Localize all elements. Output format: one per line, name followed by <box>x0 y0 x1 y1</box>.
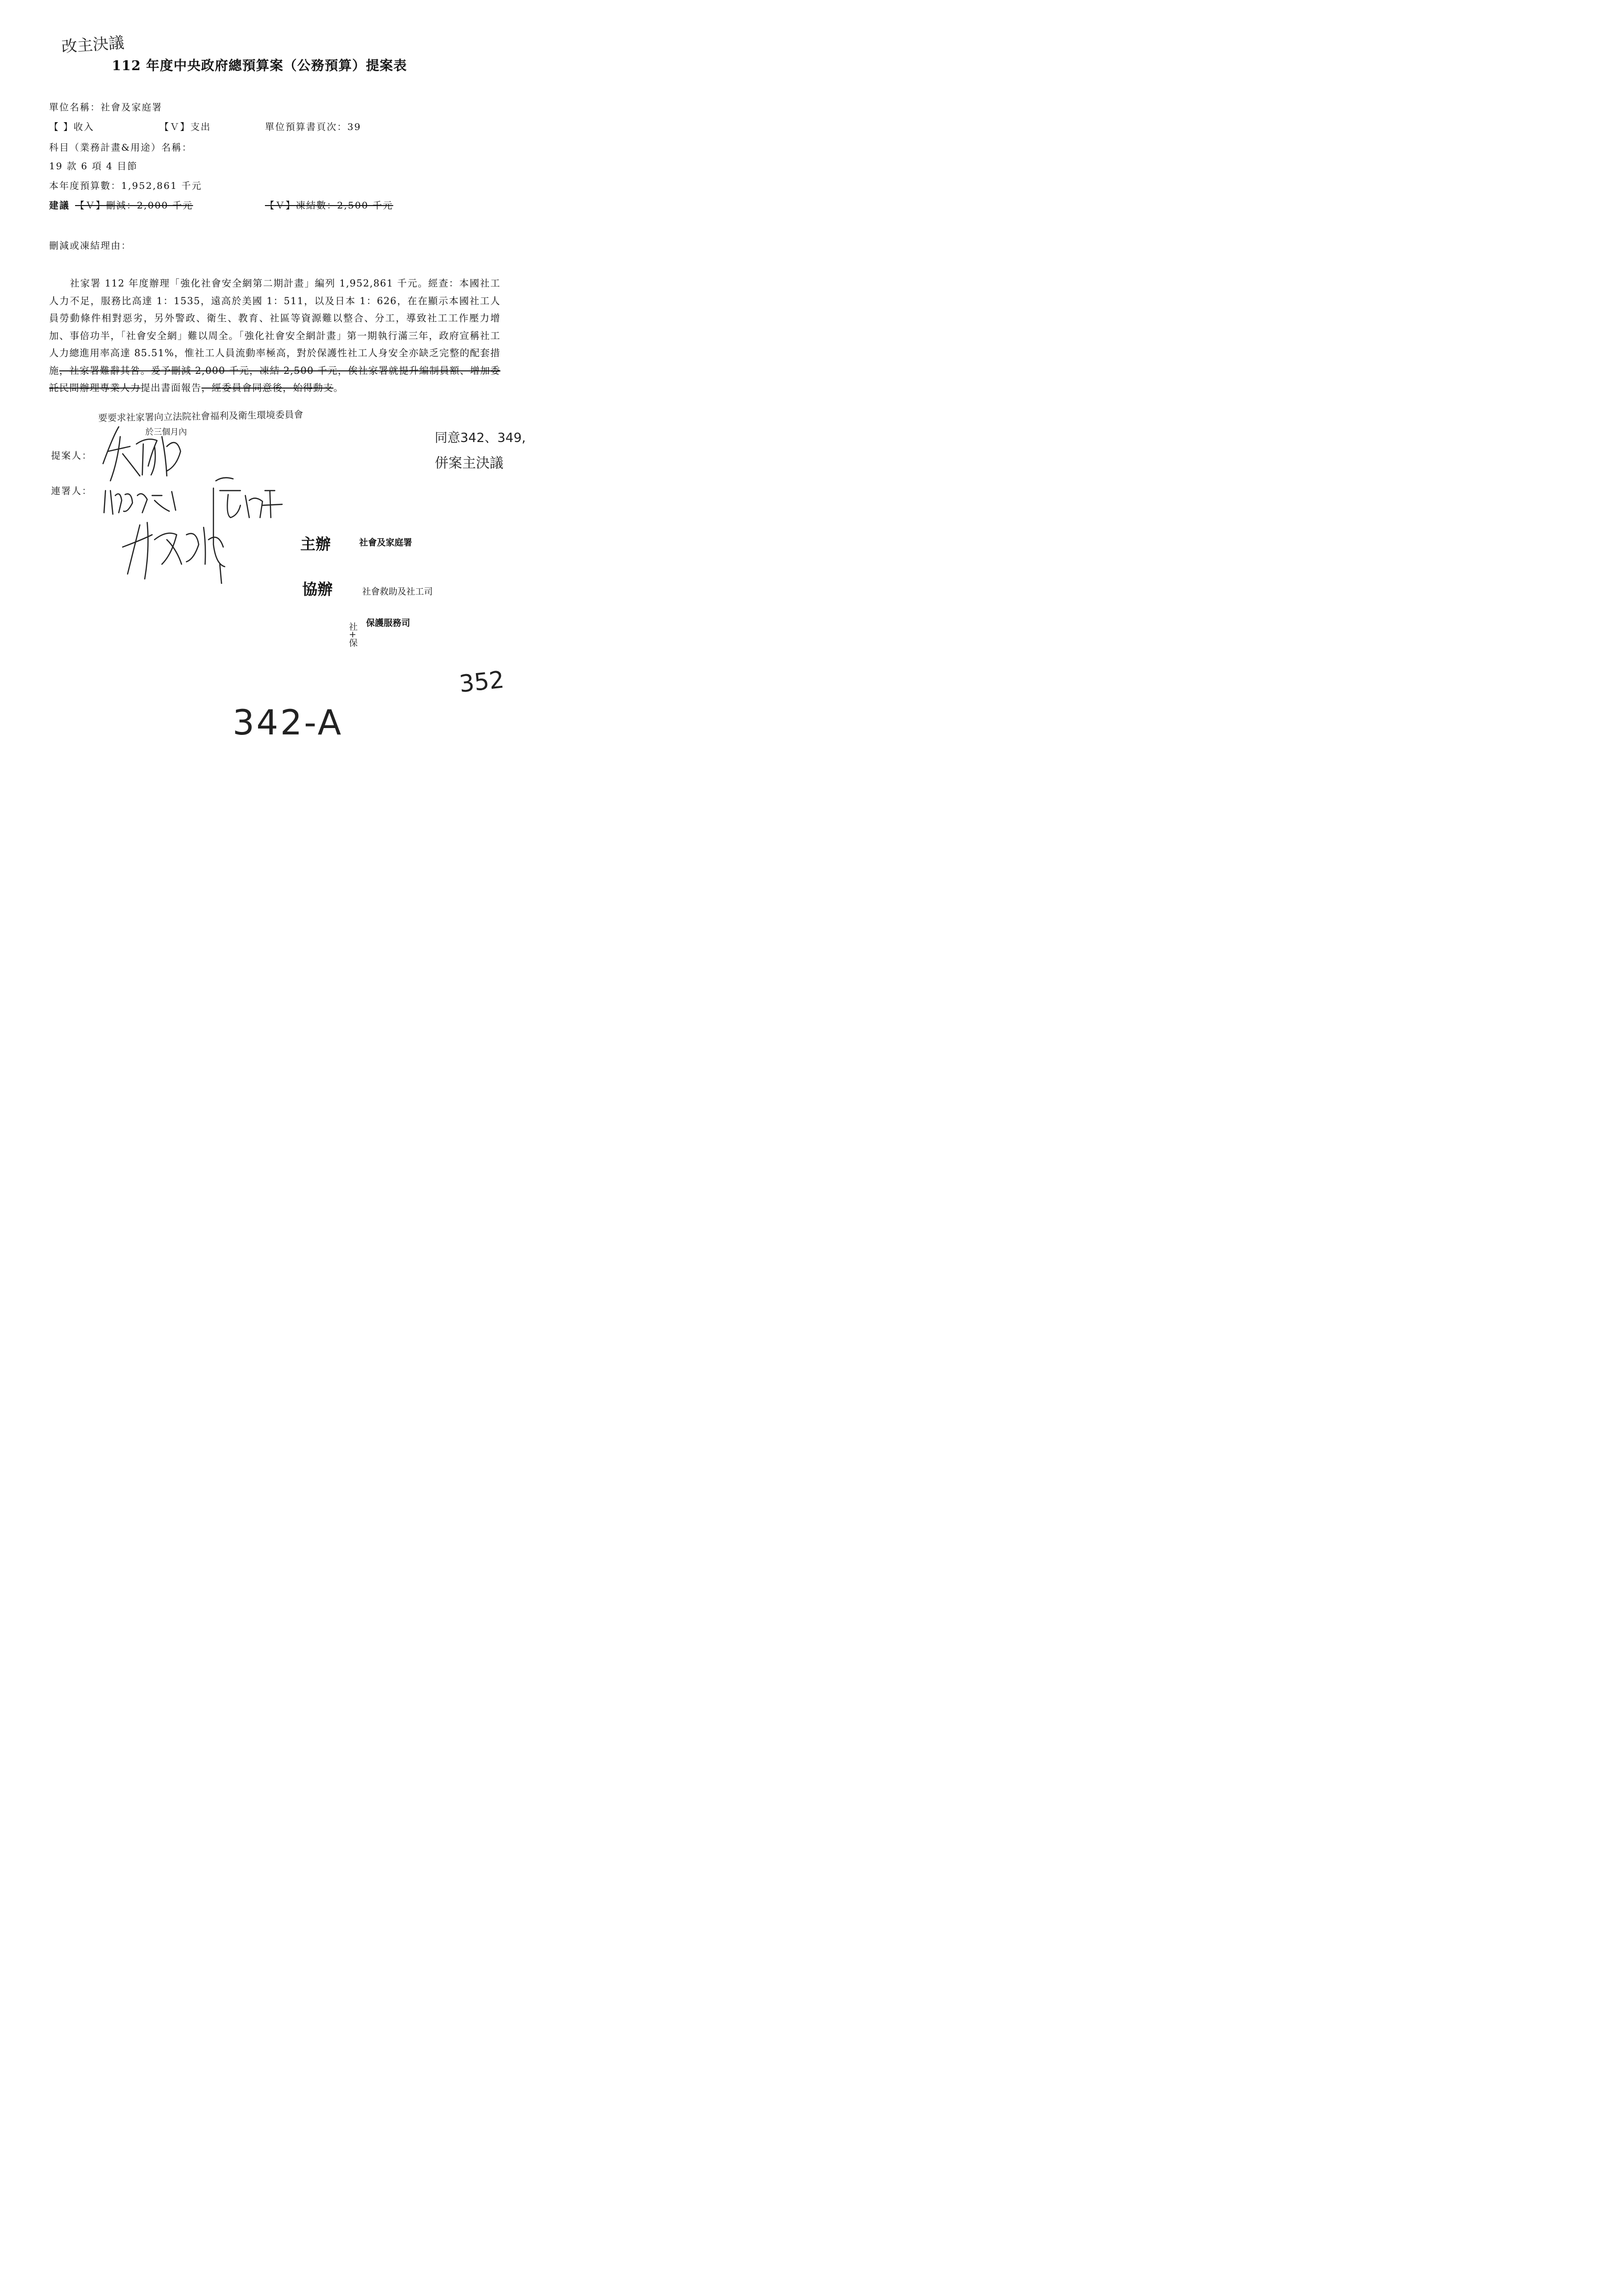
assist-org-1: 社會救助及社工司 <box>362 587 433 597</box>
handwritten-note-top: 改主決議 <box>60 33 125 56</box>
handwritten-page-number: 352 <box>458 666 506 698</box>
expense-checkbox: 【Ｖ】支出 <box>159 122 211 132</box>
paragraph-struck-1: ，社家署難辭其咎。爰予刪減 2,000 千元，凍結 2,500 千元，俟社家署就提升編制員額、增加委託民間辦理專業人力 <box>49 365 501 393</box>
suggest-label: 建議 <box>49 200 70 211</box>
handwritten-right-note-2: 併案主決議 <box>435 455 504 471</box>
paragraph-kept: 提出書面報告 <box>140 382 202 393</box>
signature-scribbles <box>93 417 299 584</box>
lead-org: 社會及家庭署 <box>359 538 412 548</box>
reason-label: 刪減或凍結理由： <box>49 240 132 251</box>
handwritten-insert-note: 要要求社家署向立法院社會福利及衛生環境委員會 <box>98 409 304 424</box>
subject-value: 19 款 6 項 4 目節 <box>49 161 138 172</box>
paragraph-main: 社家署 112 年度辦理「強化社會安全網第二期計畫」編列 1,952,861 千元。經查：本國社工人力不足，服務比高達 1：1535，遠高於美國 1：511，以及日本 1：626，在在顯示本國社工人員勞動條件相對惡劣，另外警政、衛生、教育、社區等資源難以整合、分工，導致社工工作壓力增加、事倍功半，「社會安全網」難以周全。「強化社會安全網計畫」第一期執行滿三年，政府宣稱社工人力總進用率高達 85.51%，惟社工人員流動率極高，對於保護性社工人身安全亦缺乏完整的配套措施 <box>49 278 500 376</box>
handwritten-insert-note-2: 於三個月內 <box>145 427 187 437</box>
reason-paragraph <box>49 275 500 397</box>
cosigner-label: 連署人： <box>51 486 93 496</box>
budget-page: 單位預算書頁次：39 <box>265 122 362 132</box>
paragraph-struck-2: ，經委員會同意後，始得動支 <box>201 382 334 393</box>
assist-org-2: 保護服務司 <box>366 618 410 628</box>
lead-label: 主辦 <box>300 536 331 553</box>
page-title: 112 年度中央政府總預算案（公務預算）提案表 <box>112 58 407 74</box>
freeze-line: 【Ｖ】凍結數：2,500 千元 <box>265 200 393 211</box>
handwritten-right-note-1: 同意342、349, <box>435 431 526 445</box>
assist-label: 協辦 <box>302 581 333 599</box>
bottom-code: 342-A <box>233 703 343 743</box>
unit-name: 單位名稱：社會及家庭署 <box>49 102 163 113</box>
handwritten-vertical-note: 社+保 <box>347 622 358 648</box>
subject-label: 科目（業務計畫&用途）名稱： <box>49 142 192 153</box>
budget-amount: 本年度預算數：1,952,861 千元 <box>49 181 202 191</box>
income-checkbox: 【 】收入 <box>49 122 95 132</box>
proposer-label: 提案人： <box>51 450 93 461</box>
paragraph-end: 。 <box>333 382 344 393</box>
cut-line: 【Ｖ】刪減：2,000 千元 <box>75 200 193 211</box>
